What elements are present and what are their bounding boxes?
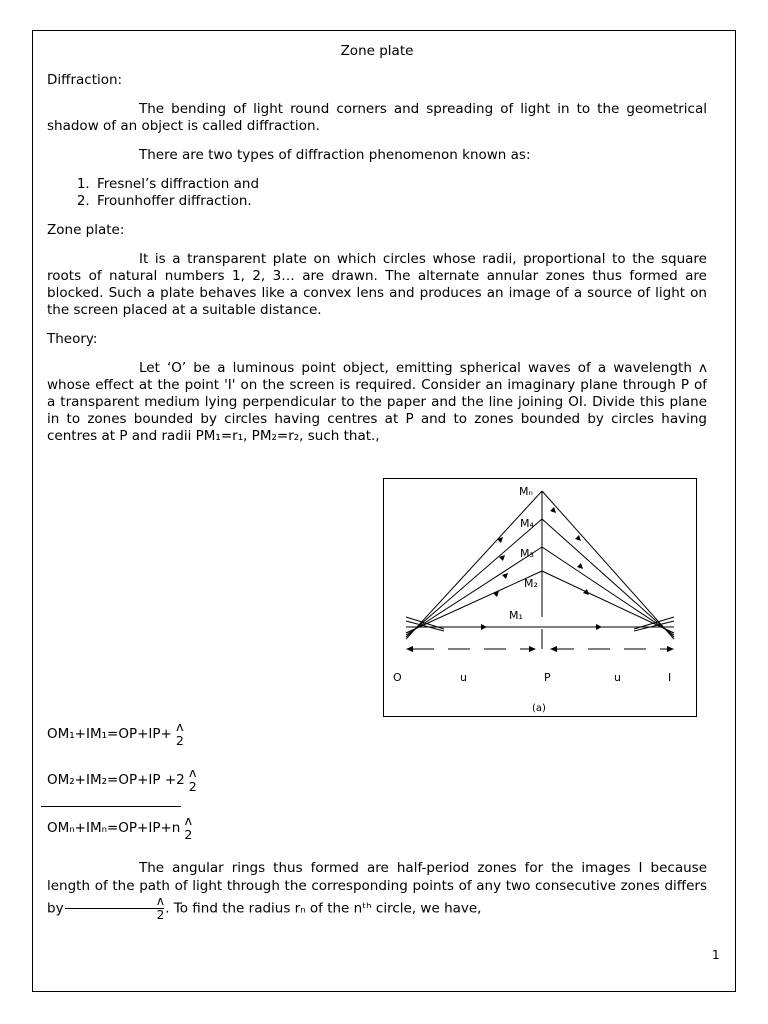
label-mn: Mₙ <box>519 485 533 498</box>
equation-lhs: OM₁+IM₁=OP+IP+ <box>47 726 172 742</box>
fraction-denominator: 2 <box>175 733 184 748</box>
section-heading-zone-plate: Zone plate: <box>47 222 125 238</box>
zone-plate-definition: It is a transparent plate on which circles whose radii, proportional to the square roots of natural numbers 1, 2, 3… are drawn. The alternate annular zones thus formed are blocked. Such a plate behaves like a convex lens and produces an image of a source of light on the screen placed at a suitable distance. <box>47 251 707 318</box>
label-m1: M₁ <box>509 609 523 622</box>
fraction-numerator: ʌ <box>189 765 197 780</box>
zone-plate-diagram <box>384 479 698 718</box>
closing-text <box>47 859 707 922</box>
label-p: P <box>544 671 551 684</box>
section-heading-theory: Theory: <box>47 331 98 347</box>
equation-lhs: OMₙ+IMₙ=OP+IP+n <box>47 820 181 836</box>
equation-1 <box>47 720 184 748</box>
document-body <box>47 43 707 457</box>
label-o: O <box>393 671 402 684</box>
page-number: 1 <box>712 948 720 962</box>
closing-text-part1: The angular rings thus formed are half-period zones for the images I because length of the path of light through the corresponding points of any two consecutive zones differs by <box>47 860 707 917</box>
fraction-denominator: 2 <box>188 779 197 794</box>
zone-plate-figure <box>383 478 697 717</box>
diffraction-definition: The bending of light round corners and spreading of light in to the geometrical shadow of an object is called diffraction. <box>47 101 707 134</box>
equation-lhs: OM₂+IM₂=OP+IP +2 <box>47 772 185 788</box>
list-item: 2. Frounhoffer diffraction. <box>94 193 707 210</box>
fraction-numerator: ʌ <box>156 894 164 908</box>
diffraction-types-intro: There are two types of diffraction phenomenon known as: <box>139 147 531 163</box>
closing-paragraph <box>47 859 707 922</box>
inline-fraction <box>65 895 165 922</box>
fraction-numerator: ʌ <box>176 719 184 734</box>
closing-text-part2: . To find the radius rₙ of the nᵗʰ circle, we have, <box>165 900 482 917</box>
label-i: I <box>668 671 672 684</box>
label-m3: M₃ <box>520 547 534 560</box>
equation-fraction <box>189 766 197 794</box>
label-u-left: u <box>460 671 467 684</box>
theory-paragraph: Let ‘O’ be a luminous point object, emitting spherical waves of a wavelength ʌ whose effect at the point 'I' on the screen is required. Consider an imaginary plane through P of a transparent medium lying perpendicular to the paper and the line joining OI. Divide this plane in to zones bounded by circles having centres at P and to zones bounded by circles having centres at P and radii PM₁=r₁, PM₂=r₂, such that., <box>47 360 707 444</box>
list-item: 1. Fresnel’s diffraction and <box>94 176 707 193</box>
diffraction-types-list <box>47 176 707 210</box>
document-title: Zone plate <box>340 43 414 59</box>
label-m4: M₄ <box>520 517 534 530</box>
equation-fraction <box>176 720 184 748</box>
label-m2: M₂ <box>524 577 538 590</box>
equation-fraction <box>184 814 192 842</box>
fraction-numerator: ʌ <box>184 813 193 828</box>
equation-2 <box>47 766 197 794</box>
equation-separator <box>41 806 181 807</box>
equation-n <box>47 814 192 842</box>
section-heading-diffraction: Diffraction: <box>47 72 123 88</box>
label-u-right: u <box>614 671 621 684</box>
fraction-denominator: 2 <box>65 908 165 922</box>
fraction-denominator: 2 <box>184 827 193 842</box>
figure-caption: (a) <box>532 703 546 714</box>
